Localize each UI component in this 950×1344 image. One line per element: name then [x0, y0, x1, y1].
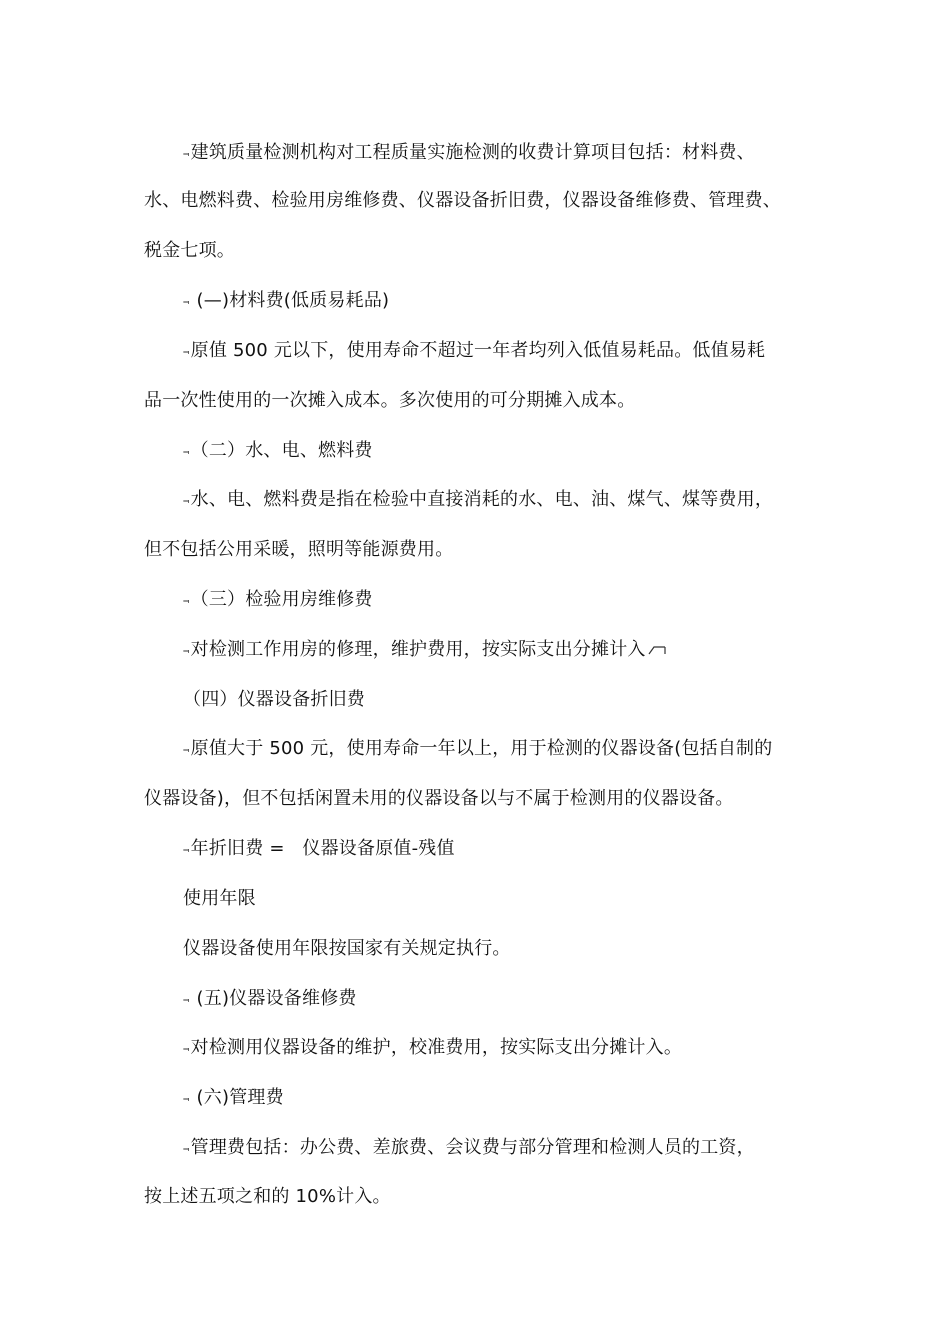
line-text: 仪器设备)，但不包括闲置未用的仪器设备以与不属于检测用的仪器设备。 [144, 788, 734, 809]
paragraph-marker-icon: ⫬ [183, 146, 190, 159]
line-text: 建筑质量检测机构对工程质量实施检测的收费计算项目包括：材料费、 [190, 142, 755, 163]
line-text: (六)管理费 [190, 1087, 284, 1108]
paragraph-marker-icon: ⫬ [183, 643, 190, 656]
line-text: (—)材料费(低质易耗品) [190, 290, 390, 311]
section-heading [183, 688, 365, 712]
line-text: 原值大于 500 元，使用寿命一年以上，用于检测的仪器设备(包括自制的 [190, 738, 773, 759]
line-text: 水、电、燃料费是指在检验中直接消耗的水、电、油、煤气、煤等费用， [190, 489, 774, 510]
paragraph-line [183, 1136, 755, 1160]
line-break-icon [647, 642, 667, 658]
line-text: （二）水、电、燃料费 [190, 440, 373, 461]
paragraph-marker-icon: ⫬ [183, 1141, 190, 1154]
paragraph-line [183, 339, 765, 363]
formula-line [183, 837, 455, 861]
section-heading [183, 987, 357, 1011]
section-heading [183, 439, 373, 463]
line-text: (五)仪器设备维修费 [190, 988, 357, 1009]
line-text: 管理费包括：办公费、差旅费、会议费与部分管理和检测人员的工资， [190, 1137, 755, 1158]
paragraph-line [183, 937, 511, 961]
paragraph-line [183, 488, 773, 512]
paragraph-marker-icon: ⫬ [183, 294, 190, 307]
line-text: 品一次性使用的一次摊入成本。多次使用的可分期摊入成本。 [144, 390, 636, 411]
paragraph-marker-icon: ⫬ [183, 593, 190, 606]
section-heading [183, 588, 373, 612]
paragraph-marker-icon: ⫬ [183, 992, 190, 1005]
paragraph-line [144, 1185, 391, 1209]
paragraph-marker-icon: ⫬ [183, 842, 190, 855]
line-text: （三）检验用房维修费 [190, 589, 373, 610]
paragraph-marker-icon: ⫬ [183, 493, 190, 506]
line-text: 税金七项。 [144, 240, 235, 261]
paragraph-marker-icon: ⫬ [183, 742, 190, 755]
paragraph-line [144, 189, 781, 213]
line-text: 仪器设备使用年限按国家有关规定执行。 [183, 938, 511, 959]
paragraph-line [183, 638, 667, 662]
paragraph-line [183, 141, 755, 165]
section-heading [183, 1086, 284, 1110]
paragraph-line [144, 239, 235, 263]
line-text: 对检测用仪器设备的维护，校准费用，按实际支出分摊计入。 [190, 1037, 683, 1058]
line-text: 原值 500 元以下，使用寿命不超过一年者均列入低值易耗品。低值易耗 [190, 340, 766, 361]
line-text: 按上述五项之和的 10%计入。 [144, 1186, 391, 1207]
line-text: （四）仪器设备折旧费 [183, 689, 365, 710]
line-text: 使用年限 [183, 888, 256, 909]
line-text: 但不包括公用采暖，照明等能源费用。 [144, 539, 454, 560]
line-text: 年折旧费 = 仪器设备原值-残值 [190, 838, 455, 859]
formula-denominator [183, 887, 256, 911]
section-heading [183, 289, 389, 313]
paragraph-line [144, 538, 453, 562]
paragraph-line [183, 1036, 682, 1060]
line-text: 水、电燃料费、检验用房维修费、仪器设备折旧费，仪器设备维修费、管理费、 [144, 190, 781, 211]
paragraph-line [183, 737, 772, 761]
paragraph-marker-icon: ⫬ [183, 1041, 190, 1054]
paragraph-marker-icon: ⫬ [183, 344, 190, 357]
paragraph-marker-icon: ⫬ [183, 1091, 190, 1104]
line-text: 对检测工作用房的修理，维护费用，按实际支出分摊计入 [190, 639, 646, 660]
paragraph-marker-icon: ⫬ [183, 444, 190, 457]
paragraph-line [144, 787, 734, 811]
paragraph-line [144, 389, 635, 413]
